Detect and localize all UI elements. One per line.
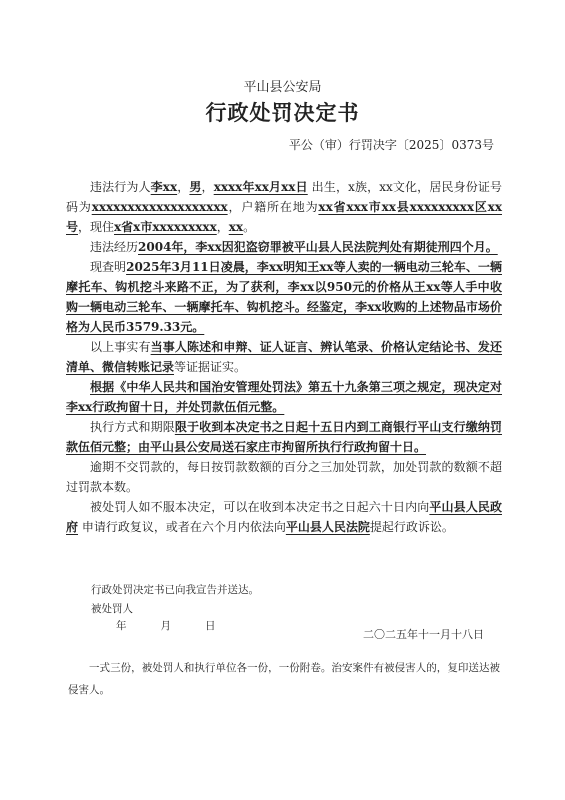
appeal-text: 被处罚人如不服本决定，可以在收到本决定书之日起六十日内向 xyxy=(90,500,430,514)
evidence-text: 当事人陈述和申辩、证人证言、辨认笔录、价格认定结论书、发还清单、微信转账记录 xyxy=(66,340,502,374)
year-label: 年 xyxy=(116,620,127,632)
facts-text: 2025年3月11日凌晨，李xx明知王xx等人卖的一辆电动三轮车、一辆摩托车、钩机挖斗来路不正，为了获利，李xx以950元的价格从王xx等人手中收购一辆电动三轮车、一辆摩托车、钩机挖斗。经鉴定，李xx收购的上述物品市场价格为人民币3579.33元。 xyxy=(66,260,502,334)
decision-text: 根据《中华人民共和国治安管理处罚法》第五十九条第三项之规定，现决定对李xx行政拘留十日，并处罚款伍佰元整。 xyxy=(66,380,502,414)
execution-text: 限于收到本决定书之日起十五日内到工商银行平山支行缴纳罚款伍佰元整；由平山县公安局送石家庄市拘留所执行行政拘留十日。 xyxy=(66,420,502,454)
offender-residence: x省x市xxxxxxxxx xyxy=(114,220,217,234)
appeal-government: 平山县人民政府 xyxy=(66,500,502,534)
history-text: 2004年，李xx因犯盗窃罪被平山县人民法院判处有期徒刑四个月。 xyxy=(138,240,498,254)
offender-domicile: xx省xxx市xx县xxxxxxxxx区xx号 xyxy=(66,200,502,234)
delivery-notice: 行政处罚决定书已向我宣告并送达。 xyxy=(91,584,259,596)
execution-paragraph xyxy=(66,417,502,457)
punished-signature-label: 被处罚人 xyxy=(91,603,133,615)
comma: ， xyxy=(201,180,214,194)
day-label: 日 xyxy=(205,620,216,632)
execution-label: 执行方式和期限 xyxy=(90,420,175,434)
facts-paragraph xyxy=(66,257,502,337)
appeal-text-2: 申请行政复议，或者在六个月内依法向 xyxy=(78,520,286,534)
signature-date-fields xyxy=(116,616,250,636)
evidence-paragraph xyxy=(66,337,502,377)
appeal-court: 平山县人民法院 xyxy=(285,520,370,534)
evidence-suffix: 等证据证实。 xyxy=(174,360,247,374)
document-number: 平公（审）行罚决字〔2025〕0373号 xyxy=(288,138,494,152)
appeal-paragraph xyxy=(66,497,502,537)
issue-date: 二〇二五年十一月十八日 xyxy=(363,628,484,641)
residence-label: ，现住 xyxy=(78,220,115,234)
facts-label: 现查明 xyxy=(90,260,127,274)
comma: ， xyxy=(177,180,190,194)
offender-gender: 男 xyxy=(189,180,202,194)
offender-residence-detail: xx xyxy=(228,220,244,234)
evidence-label: 以上事实有 xyxy=(90,340,151,354)
period: 。 xyxy=(243,220,256,234)
offender-birth: xxxx年xx月xx日 xyxy=(213,180,308,194)
offender-info: 出生，x族，xx文化，居民身份证号码为 xyxy=(66,180,502,214)
offender-name: 李xx xyxy=(150,180,178,194)
late-fee-paragraph: 逾期不交罚款的，每日按罚款数额的百分之三加处罚款，加处罚款的数额不超过罚款本数。 xyxy=(66,460,502,494)
document-title: 行政处罚决定书 xyxy=(205,100,360,125)
history-paragraph xyxy=(66,237,502,257)
document-body xyxy=(66,177,502,537)
agency-name: 平山县公安局 xyxy=(243,80,322,95)
appeal-text-3: 提起行政诉讼。 xyxy=(369,520,454,534)
copies-note: 一式三份，被处罚人和执行单位各一份，一份附卷。治安案件有被侵害人的，复印送达被侵害人。 xyxy=(68,662,500,696)
decision-paragraph xyxy=(66,377,502,417)
month-label: 月 xyxy=(160,620,171,632)
domicile-label: ，户籍所在地为 xyxy=(227,200,319,214)
offender-label: 违法行为人 xyxy=(90,180,151,194)
offender-paragraph xyxy=(66,177,502,237)
comma: ， xyxy=(216,220,229,234)
history-label: 违法经历 xyxy=(90,240,139,254)
offender-id-number: xxxxxxxxxxxxxxxxxxx xyxy=(91,200,228,214)
